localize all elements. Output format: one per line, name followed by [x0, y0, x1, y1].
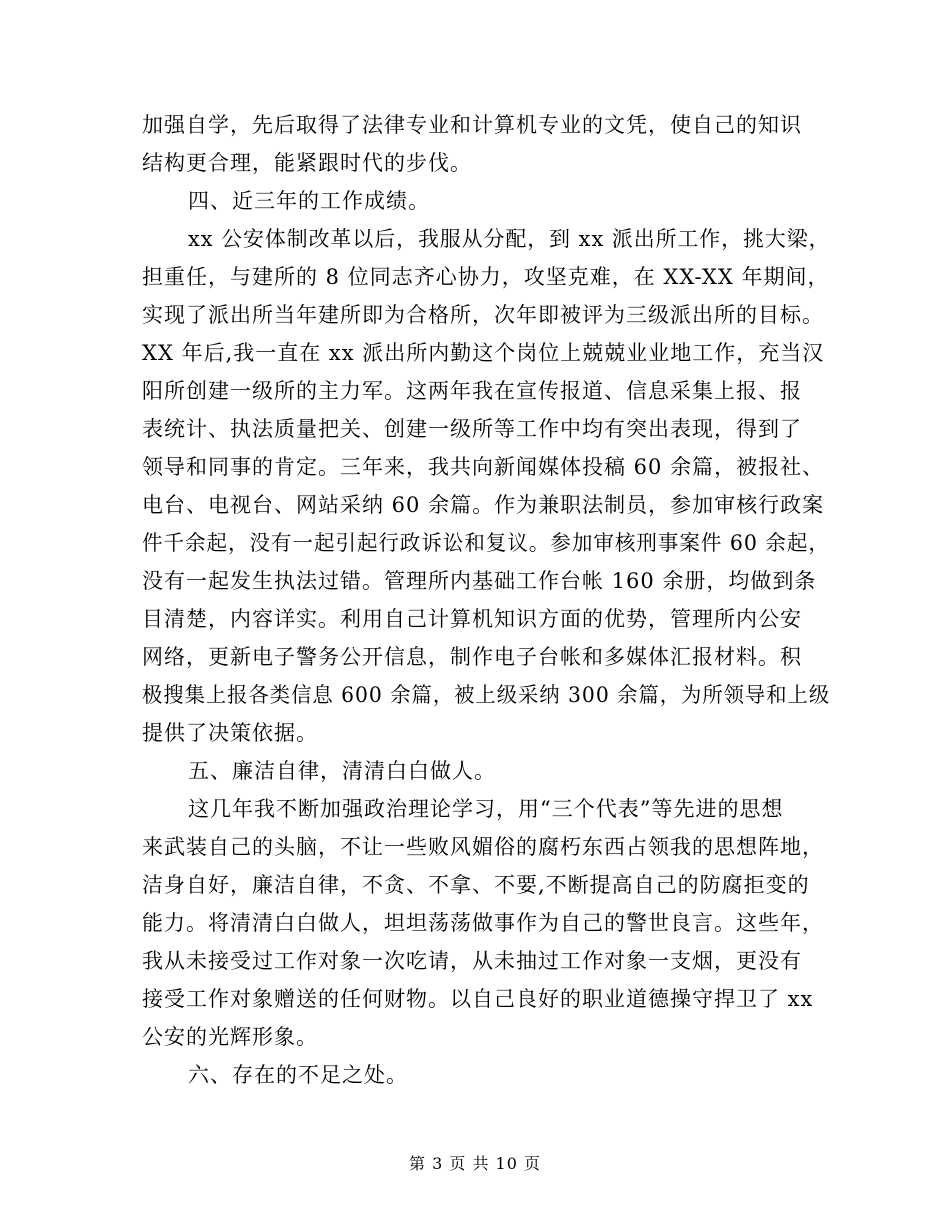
page-number-footer: 第 3 页 共 10 页	[409, 1154, 541, 1173]
text-line: 我从未接受过工作对象一次吃请，从未抽过工作对象一支烟，更没有	[142, 949, 802, 973]
text-line: 担重任，与建所的 8 位同志齐心协力，攻坚克难，在 XX-XX 年期间，	[142, 265, 830, 289]
text-line: 件千余起，没有一起引起行政诉讼和复议。参加审核刑事案件 60 余起，	[142, 531, 830, 555]
text-line: 领导和同事的肯定。三年来，我共向新闻媒体投稿 60 余篇，被报社、	[142, 455, 825, 479]
section-heading: 四、近三年的工作成绩。	[188, 189, 430, 213]
section-heading: 六、存在的不足之处。	[188, 1063, 408, 1087]
text-line: XX 年后,我一直在 xx 派出所内勤这个岗位上兢兢业业地工作，充当汉	[142, 341, 825, 365]
text-line: 没有一起发生执法过错。管理所内基础工作台帐 160 余册，均做到条	[142, 569, 817, 593]
text-line: 加强自学，先后取得了法律专业和计算机专业的文凭，使自己的知识	[142, 113, 802, 137]
text-line: 结构更合理，能紧跟时代的步伐。	[142, 151, 472, 175]
text-line: 能力。将清清白白做人，坦坦荡荡做事作为自己的警世良言。这些年，	[142, 911, 824, 935]
section-heading: 五、廉洁自律，清清白白做人。	[188, 759, 496, 783]
text-line: 电台、电视台、网站采纳 60 余篇。作为兼职法制员，参加审核行政案	[142, 493, 825, 517]
text-line: 极搜集上报各类信息 600 余篇，被上级采纳 300 余篇，为所领导和上级	[142, 683, 831, 707]
text-line: 实现了派出所当年建所即为合格所，次年即被评为三级派出所的目标。	[142, 303, 824, 327]
text-line: 来武装自己的头脑，不让一些败风媚俗的腐朽东西占领我的思想阵地，	[142, 835, 824, 859]
text-line: 网络，更新电子警务公开信息，制作电子台帐和多媒体汇报材料。积	[142, 645, 802, 669]
text-line: 洁身自好，廉洁自律，不贪、不拿、不要,不断提高自己的防腐拒变的	[142, 873, 810, 897]
text-line: 接受工作对象赠送的任何财物。以自己良好的职业道德操守捍卫了 xx	[142, 987, 814, 1011]
text-line: 这几年我不断加强政治理论学习，用“三个代表”等先进的思想	[188, 797, 784, 821]
text-line: 表统计、执法质量把关、创建一级所等工作中均有突出表现，得到了	[142, 417, 802, 441]
text-line: 提供了决策依据。	[142, 721, 318, 745]
text-line: 目清楚，内容详实。利用自己计算机知识方面的优势，管理所内公安	[142, 607, 802, 631]
text-line: xx 公安体制改革以后，我服从分配，到 xx 派出所工作，挑大梁，	[188, 227, 831, 251]
text-line: 阳所创建一级所的主力军。这两年我在宣传报道、信息采集上报、报	[142, 379, 802, 403]
text-line: 公安的光辉形象。	[142, 1025, 318, 1049]
